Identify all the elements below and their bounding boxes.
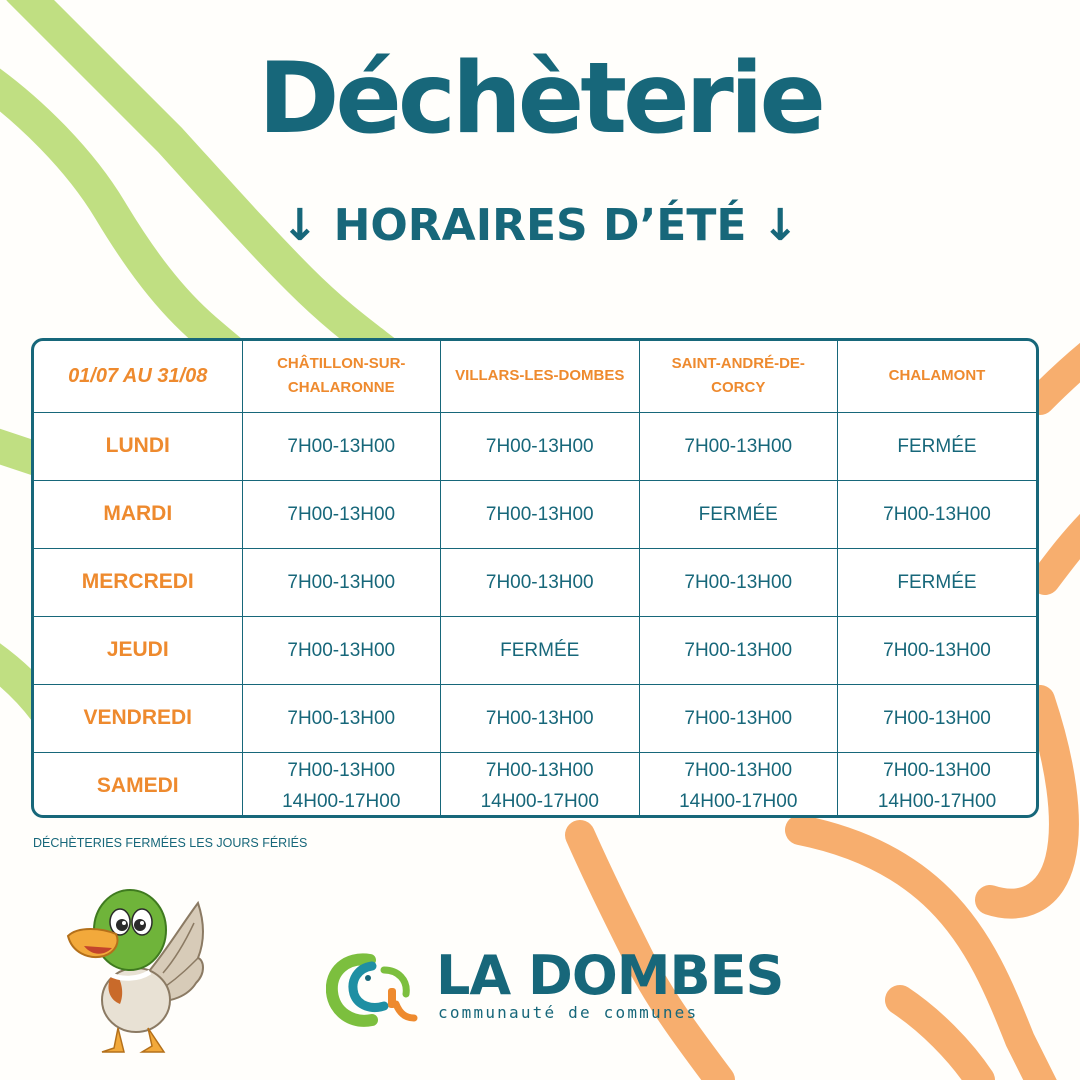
hours-cell: 7H00-13H00: [441, 480, 640, 548]
hours-cell: 7H00-13H00: [639, 684, 838, 752]
hours-cell: FERMÉE: [441, 616, 640, 684]
period-label: 01/07 AU 31/08: [34, 341, 242, 412]
day-label: VENDREDI: [34, 684, 242, 752]
site-header: CHALAMONT: [838, 341, 1037, 412]
hours-afternoon: 14H00-17H00: [282, 791, 401, 813]
hours-cell: 7H00-13H00: [242, 684, 441, 752]
table-header-row: [34, 341, 1036, 412]
site-header: CHÂTILLON-SUR-CHALARONNE: [242, 341, 441, 412]
day-label: MERCREDI: [34, 548, 242, 616]
hours-cell: 7H00-13H00: [838, 480, 1037, 548]
hours-cell: 7H00-13H00: [242, 548, 441, 616]
hours-cell: [242, 752, 441, 818]
hours-cell: 7H00-13H00: [441, 412, 640, 480]
hours-cell: FERMÉE: [639, 480, 838, 548]
page-title: Déchèterie: [258, 42, 822, 156]
hours-morning: 7H00-13H00: [485, 760, 594, 782]
hours-afternoon: 14H00-17H00: [679, 791, 798, 813]
hours-cell: 7H00-13H00: [838, 616, 1037, 684]
logo-name: LA DOMBES: [436, 944, 784, 1007]
table-row: [34, 684, 1036, 752]
hours-cell: [639, 752, 838, 818]
table-row: [34, 480, 1036, 548]
hours-cell: 7H00-13H00: [639, 412, 838, 480]
schedule-table: [31, 338, 1039, 818]
hours-afternoon: 14H00-17H00: [877, 791, 997, 813]
hours-cell: 7H00-13H00: [242, 480, 441, 548]
hours-cell: FERMÉE: [838, 548, 1037, 616]
hours-cell: [838, 752, 1037, 818]
hours-cell: 7H00-13H00: [242, 616, 441, 684]
hours-cell: [441, 752, 640, 818]
day-label: LUNDI: [34, 412, 242, 480]
page-subtitle: ↓ HORAIRES D’ÉTÉ ↓: [281, 200, 799, 251]
logo-tagline: communauté de communes: [438, 1003, 699, 1022]
hours-afternoon: 14H00-17H00: [480, 791, 599, 813]
hours-cell: 7H00-13H00: [639, 548, 838, 616]
hours-morning: 7H00-13H00: [883, 760, 991, 782]
hours-morning: 7H00-13H00: [287, 760, 396, 782]
holiday-note: DÉCHÈTERIES FERMÉES LES JOURS FÉRIÉS: [33, 836, 308, 850]
hours-cell: FERMÉE: [838, 412, 1037, 480]
day-label: MARDI: [34, 480, 242, 548]
site-header: VILLARS-LES-DOMBES: [441, 341, 640, 412]
table-row-saturday: [34, 752, 1036, 818]
la-dombes-logo-icon: [326, 948, 426, 1028]
table-row: [34, 616, 1036, 684]
hours-cell: 7H00-13H00: [441, 548, 640, 616]
site-header: SAINT-ANDRÉ-DE-CORCY: [639, 341, 838, 412]
hours-cell: 7H00-13H00: [838, 684, 1037, 752]
hours-cell: 7H00-13H00: [639, 616, 838, 684]
hours-morning: 7H00-13H00: [684, 760, 793, 782]
duck-mascot-icon: [58, 878, 210, 1054]
hours-cell: 7H00-13H00: [441, 684, 640, 752]
day-label: SAMEDI: [34, 752, 242, 818]
table-row: [34, 412, 1036, 480]
table-row: [34, 548, 1036, 616]
hours-cell: 7H00-13H00: [242, 412, 441, 480]
day-label: JEUDI: [34, 616, 242, 684]
